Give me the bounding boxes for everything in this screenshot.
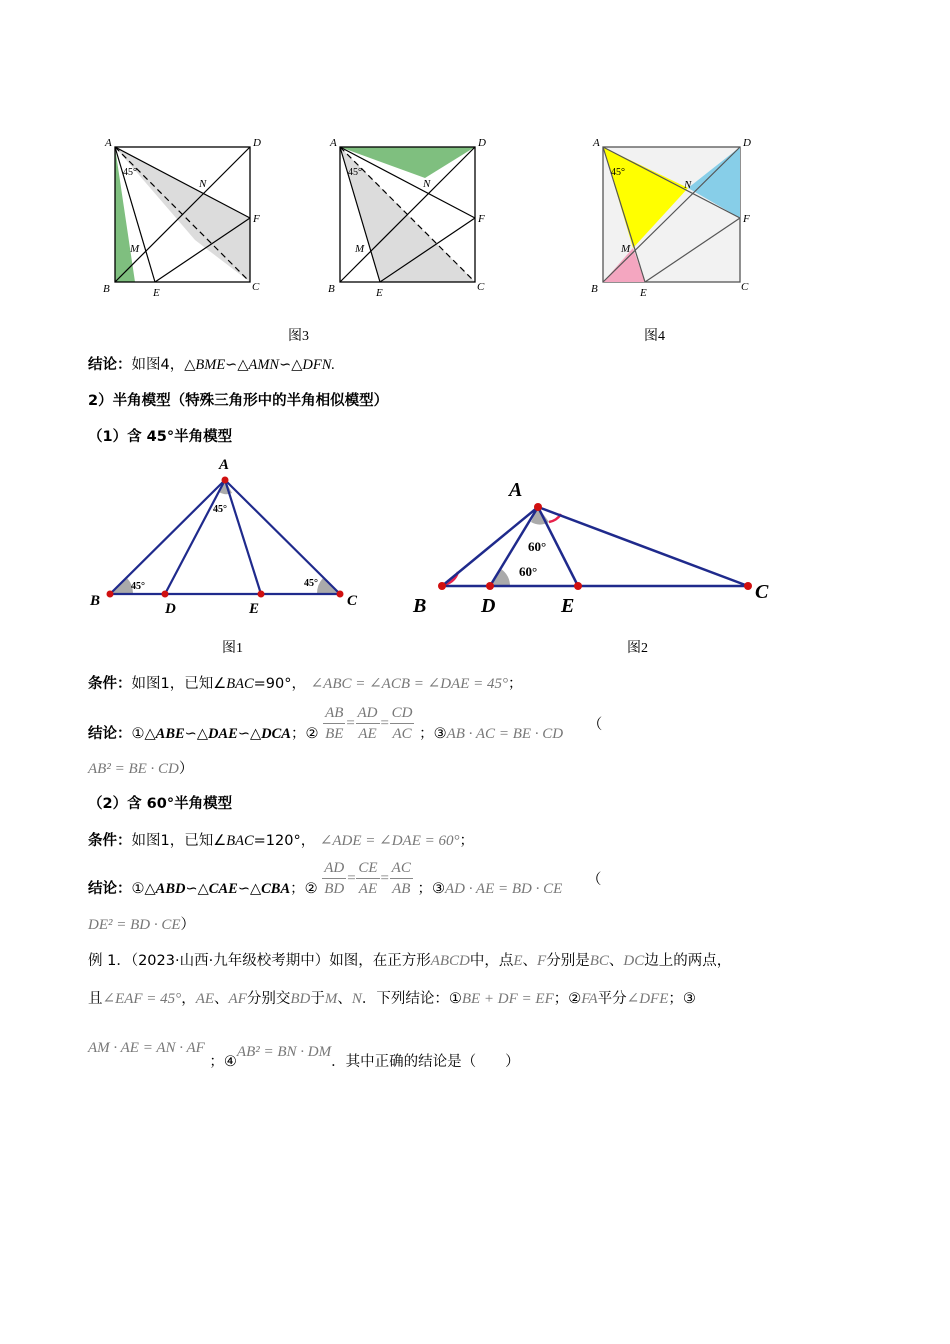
svg-text:45°: 45°: [611, 167, 625, 178]
conclusion-60: 结论：①△ABD∽△CAE∽△CBA；② $\frac{AD}{BD}$ = $\frac{CE}{AE}$ = $\frac{AC}{AB}$ ；③AD · AE = BD · CE （: [88, 860, 602, 897]
subsection-45-title: （1）含 45°半角模型: [88, 429, 233, 445]
svg-text:45°: 45°: [213, 504, 227, 515]
svg-text:A: A: [330, 137, 337, 149]
fig1-45-half-angle-triangle: [89, 457, 358, 617]
svg-text:B: B: [90, 593, 101, 609]
svg-text:B: B: [413, 595, 427, 617]
svg-text:45°: 45°: [304, 578, 318, 589]
fig3b-square-diagram: [328, 137, 486, 299]
svg-text:A: A: [219, 457, 230, 473]
svg-text:D: D: [743, 137, 751, 149]
fig4-caption: 图4: [644, 329, 665, 344]
svg-text:A: A: [509, 479, 523, 501]
svg-text:C: C: [741, 281, 749, 293]
svg-text:45°: 45°: [131, 581, 145, 592]
svg-text:N: N: [423, 178, 431, 190]
top-figures: [95, 130, 795, 305]
conclusion-45-line2: AB² = BE · CD）: [88, 761, 194, 777]
svg-text:B: B: [103, 283, 110, 295]
svg-text:D: D: [478, 137, 486, 149]
svg-text:F: F: [478, 213, 485, 225]
example-1-line1: 例 1．（2023·山西·九年级校考期中）如图，在正方形ABCD中，点E、F分别是BC、DC边上的两点，: [88, 953, 732, 969]
conclusion-45: 结论：①△ABE∽△DAE∽△DCA；② $\frac{AB}{BE}$ = $\frac{AD}{AE}$ = $\frac{CD}{AC}$ ；③AB · AC = BE · CD （: [88, 705, 603, 742]
svg-text:M: M: [355, 243, 365, 255]
svg-text:E: E: [640, 287, 647, 299]
svg-text:C: C: [477, 281, 485, 293]
svg-text:60°: 60°: [519, 564, 538, 579]
svg-text:E: E: [153, 287, 160, 299]
mid-figures: [85, 450, 785, 625]
fig3a-square-diagram: [103, 137, 261, 299]
example-1-line3: AM · AE = AN · AF ；④AB² = BN · DM．其中正确的结论是（ ）: [88, 1040, 520, 1070]
svg-text:M: M: [621, 243, 631, 255]
svg-text:D: D: [253, 137, 261, 149]
svg-text:F: F: [253, 213, 260, 225]
svg-text:60°: 60°: [528, 539, 547, 554]
section-2-title: 2）半角模型（特殊三角形中的半角相似模型）: [88, 393, 389, 409]
svg-text:C: C: [252, 281, 260, 293]
svg-text:45°: 45°: [348, 167, 362, 178]
svg-text:B: B: [591, 283, 598, 295]
svg-text:D: D: [165, 601, 176, 617]
condition-60: 条件：如图1，已知∠BAC=120°， ∠ADE = ∠DAE = 60°；: [88, 833, 475, 849]
example-1-line2: 且∠EAF = 45°，AE、AF分别交BD于M、N．下列结论：①BE + DF = EF；②FA平分∠DFE；③: [88, 991, 696, 1007]
conclusion-60-line2: DE² = BD · CE）: [88, 917, 196, 933]
svg-text:C: C: [347, 593, 358, 609]
svg-text:B: B: [328, 283, 335, 295]
fig4-square-diagram: [591, 137, 751, 299]
svg-text:D: D: [481, 595, 496, 617]
svg-text:N: N: [684, 179, 692, 191]
svg-text:E: E: [561, 595, 575, 617]
fig2-caption: 图2: [627, 641, 648, 656]
svg-text:45°: 45°: [123, 167, 137, 178]
fig1-caption: 图1: [222, 641, 243, 656]
svg-text:E: E: [249, 601, 260, 617]
svg-text:F: F: [743, 213, 750, 225]
subsection-60-title: （2）含 60°半角模型: [88, 796, 233, 812]
svg-text:E: E: [376, 287, 383, 299]
svg-text:N: N: [199, 178, 207, 190]
conclusion-line-1: 结论：如图4，△BME∽△AMN∽△DFN.: [88, 357, 336, 373]
svg-text:M: M: [130, 243, 140, 255]
fig2-60-half-angle-triangle: [412, 479, 769, 617]
fig3-caption: 图3: [288, 329, 309, 344]
svg-text:C: C: [755, 581, 769, 603]
condition-45: 条件：如图1，已知∠BAC=90°， ∠ABC = ∠ACB = ∠DAE = 45°；: [88, 676, 523, 692]
svg-text:A: A: [105, 137, 112, 149]
svg-text:A: A: [593, 137, 600, 149]
